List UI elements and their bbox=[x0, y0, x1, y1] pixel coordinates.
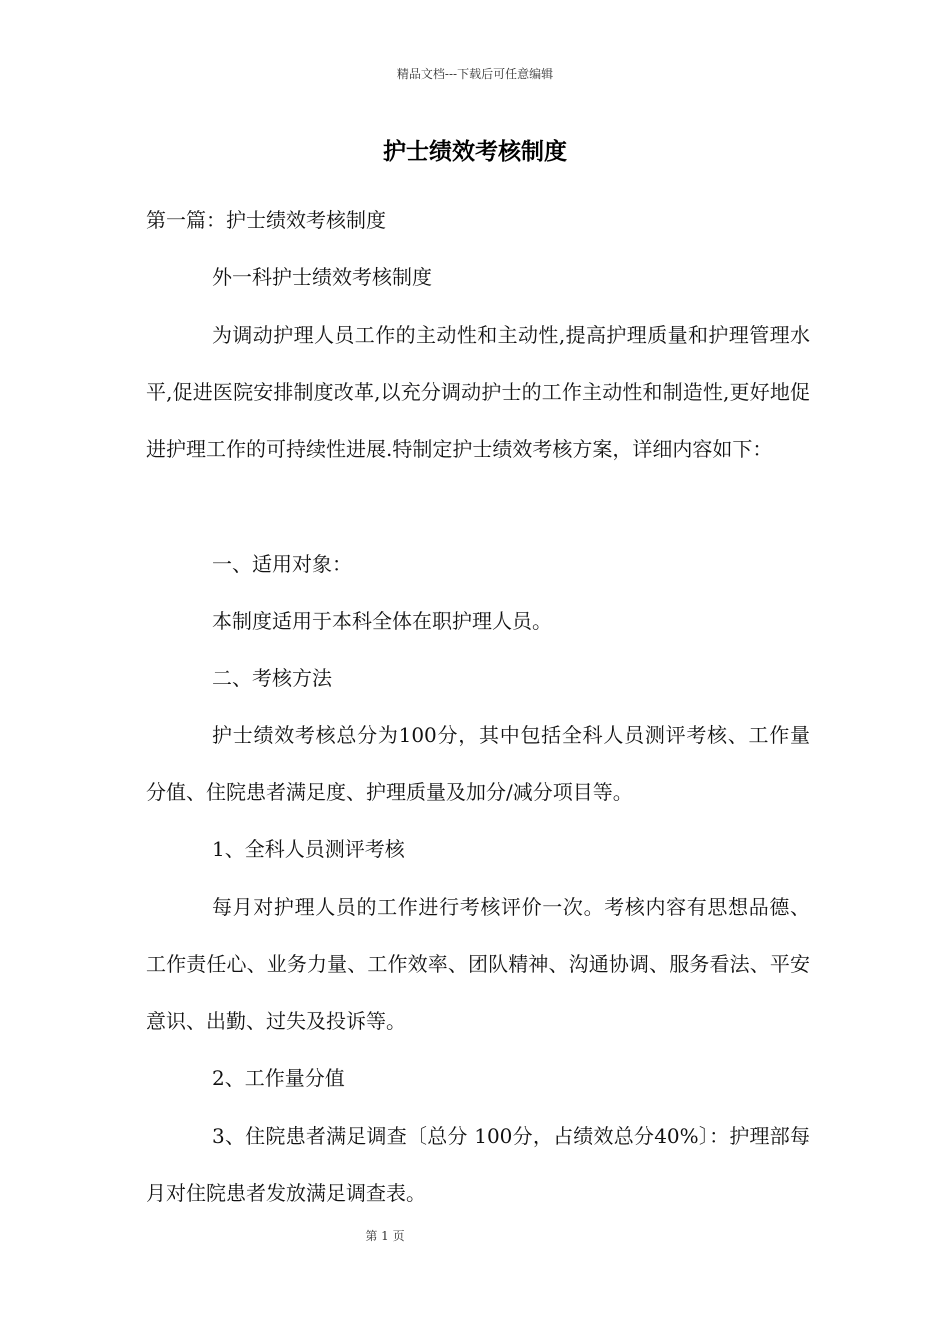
page-header: 精品文档---下载后可任意编辑 bbox=[396, 67, 554, 81]
sub-title: 外一科护士绩效考核制度 bbox=[212, 265, 432, 289]
item-3-body: 3、住院患者满足调查〔总分 100分，占绩效总分40%〕：护理部每月对住院患者发放满足调查表。 bbox=[146, 1124, 810, 1205]
section-1-heading: 一、适用对象： bbox=[212, 552, 352, 576]
page-number: 第 1 页 bbox=[365, 1229, 405, 1243]
item-2-heading: 2、工作量分值 bbox=[212, 1066, 345, 1090]
intro-paragraph: 为调动护理人员工作的主动性和主动性,提高护理质量和护理管理水平,促进医院安排制度改革,以充分调动护士的工作主动性和制造性,更好地促进护理工作的可持续性进展.特制定护士绩效考核方案，详细内容如下： bbox=[146, 323, 810, 461]
item-1-body: 每月对护理人员的工作进行考核评价一次。考核内容有思想品德、工作责任心、业务力量、工作效率、团队精神、沟通协调、服务看法、平安意识、出勤、过失及投诉等。 bbox=[146, 895, 810, 1033]
item-1-heading: 1、全科人员测评考核 bbox=[212, 837, 405, 861]
document-title: 护士绩效考核制度 bbox=[383, 138, 567, 165]
section-heading: 第一篇：护士绩效考核制度 bbox=[146, 208, 386, 232]
section-1-body: 本制度适用于本科全体在职护理人员。 bbox=[212, 609, 552, 633]
section-2-heading: 二、考核方法 bbox=[212, 666, 332, 690]
section-2-body: 护士绩效考核总分为100分，其中包括全科人员测评考核、工作量分值、住院患者满足度、护理质量及加分/减分项目等。 bbox=[146, 723, 810, 804]
